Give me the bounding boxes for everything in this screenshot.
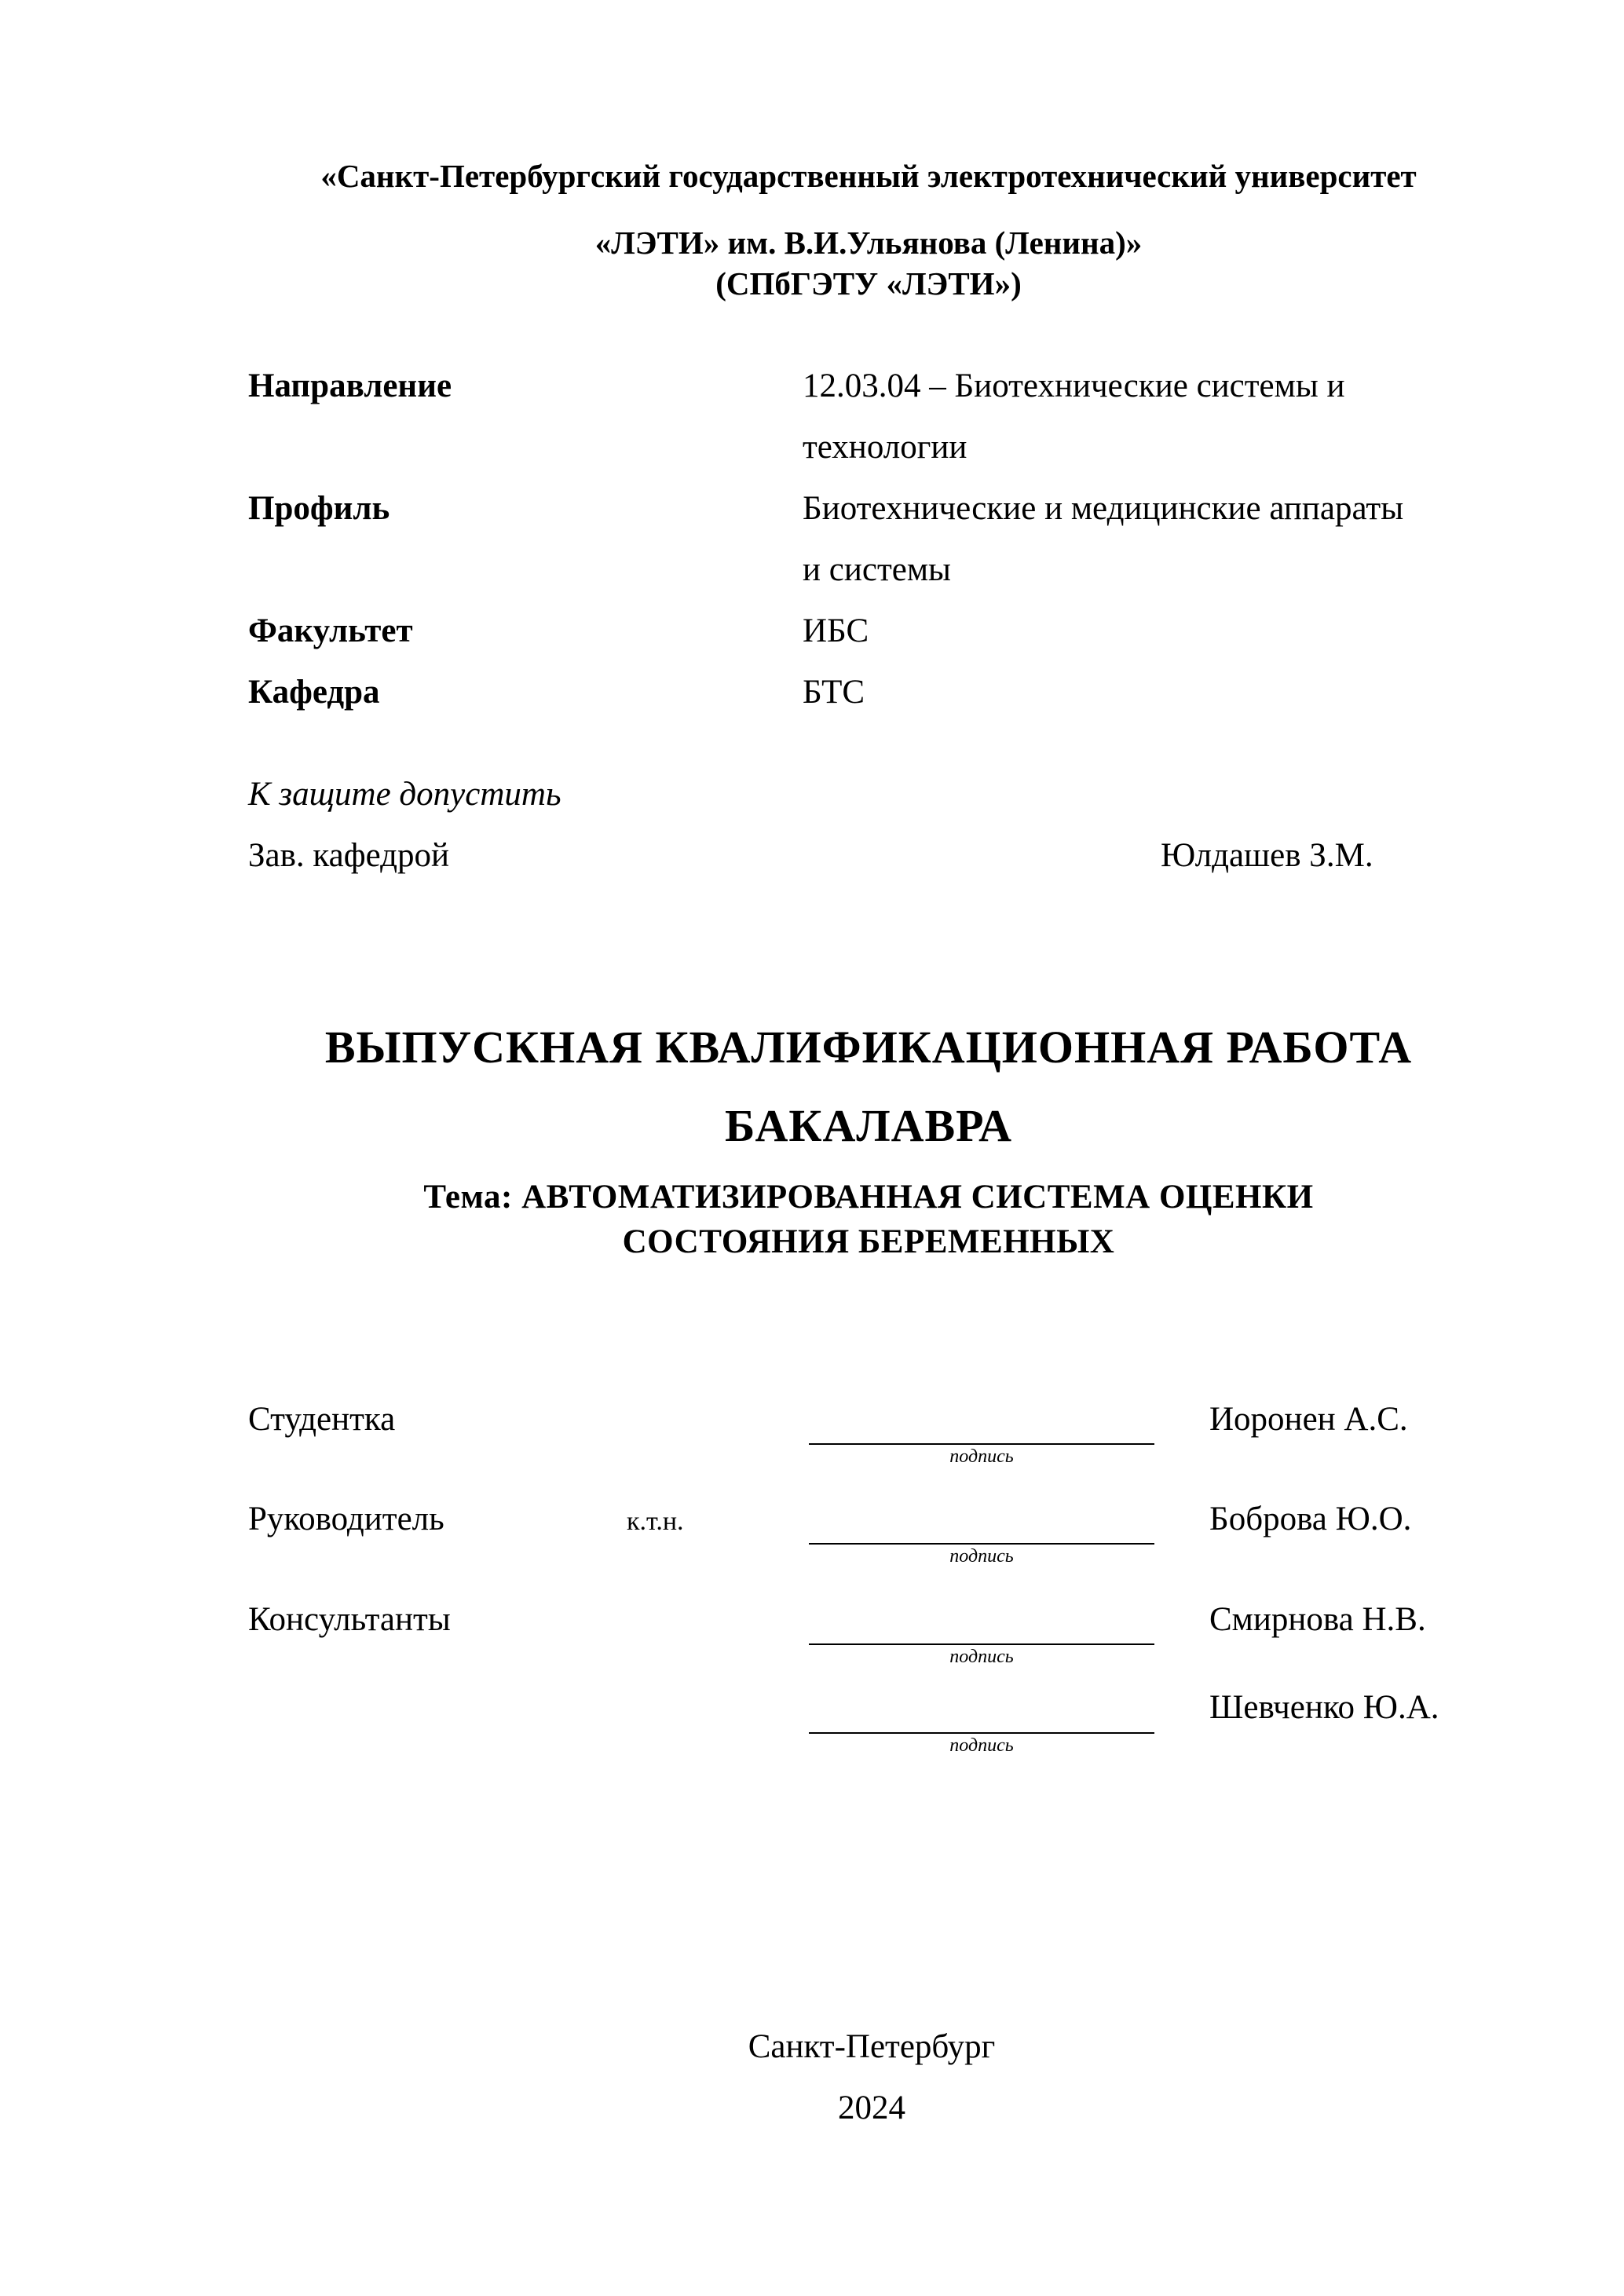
supervisor-signature-line <box>809 1543 1154 1545</box>
consultant1-name: Смирнова Н.В. <box>1209 1601 1426 1638</box>
faculty-value: ИБС <box>803 612 869 649</box>
consultant1-signature-line <box>809 1643 1154 1645</box>
supervisor-name: Боброва Ю.О. <box>1209 1501 1412 1537</box>
direction-value-cont: технологии <box>803 429 967 466</box>
thesis-title: ВЫПУСКНАЯ КВАЛИФИКАЦИОННАЯ РАБОТА <box>324 1022 1413 1073</box>
department-label: Кафедра <box>248 674 380 711</box>
supervisor-degree: к.т.н. <box>627 1507 684 1536</box>
profile-label: Профиль <box>248 490 390 527</box>
university-name: «Санкт-Петербургский государственный электротехнический университет <box>320 158 1417 194</box>
university-abbreviation: (СПбГЭТУ «ЛЭТИ») <box>715 265 1022 302</box>
student-label: Студентка <box>248 1401 396 1438</box>
head-of-department-label: Зав. кафедрой <box>248 837 450 874</box>
faculty-label: Факультет <box>248 612 413 649</box>
year: 2024 <box>838 2089 905 2126</box>
thesis-topic: Тема: АВТОМАТИЗИРОВАННАЯ СИСТЕМА ОЦЕНКИ <box>423 1179 1314 1216</box>
thesis-degree: БАКАЛАВРА <box>724 1100 1013 1151</box>
consultant2-name: Шевченко Ю.А. <box>1209 1689 1439 1726</box>
student-signature-line <box>809 1443 1154 1445</box>
profile-value-cont: и системы <box>803 551 951 588</box>
consultant2-signature-caption: подпись <box>949 1735 1014 1756</box>
student-signature-caption: подпись <box>949 1446 1014 1467</box>
head-of-department-name: Юлдашев З.М. <box>1161 837 1373 874</box>
consultant1-signature-caption: подпись <box>949 1647 1014 1667</box>
consultant2-signature-line <box>809 1732 1154 1734</box>
supervisor-label: Руководитель <box>248 1501 444 1537</box>
admit-to-defense: К защите допустить <box>248 776 561 813</box>
student-name: Иоронен А.С. <box>1209 1401 1408 1438</box>
direction-value: 12.03.04 – Биотехнические системы и <box>803 367 1345 404</box>
profile-value: Биотехнические и медицинские аппараты <box>803 490 1404 527</box>
thesis-topic-cont: СОСТОЯНИЯ БЕРЕМЕННЫХ <box>622 1223 1115 1260</box>
city: Санкт-Петербург <box>748 2028 996 2065</box>
department-value: БТС <box>803 674 865 711</box>
supervisor-signature-caption: подпись <box>949 1546 1014 1567</box>
consultants-label: Консультанты <box>248 1601 451 1638</box>
direction-label: Направление <box>248 367 452 404</box>
university-short-name: «ЛЭТИ» им. В.И.Ульянова (Ленина)» <box>594 225 1143 261</box>
